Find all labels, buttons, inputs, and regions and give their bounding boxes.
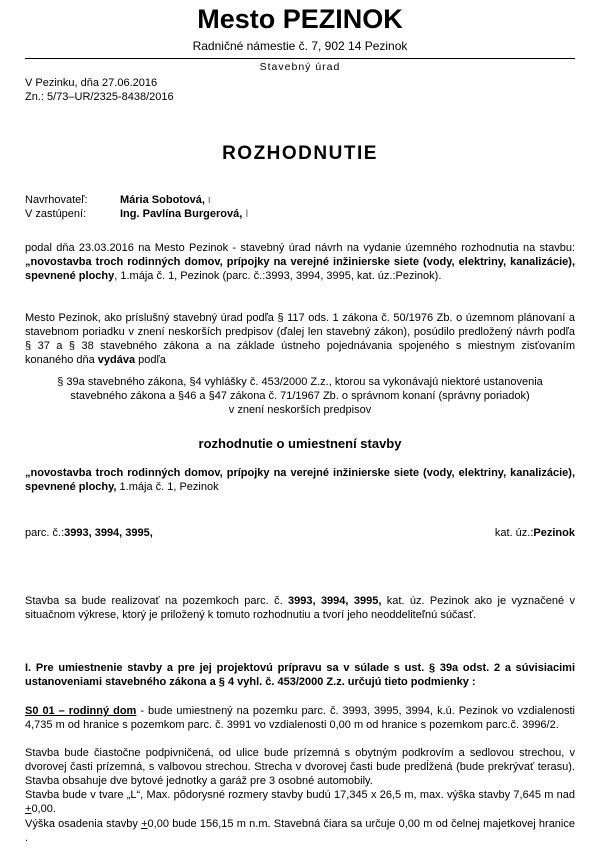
date-line: V Pezinku, dňa 27.06.2016 bbox=[25, 77, 158, 89]
parcels-label: parc. č.: bbox=[25, 527, 65, 539]
dimensions-plus: + bbox=[25, 803, 32, 815]
header-divider bbox=[25, 58, 575, 59]
legal-basis-line-1: § 39a stavebného zákona, §4 vyhlášky č. 453/2000 Z.z., ktorou sa vykonávajú niektoré ustanovenia bbox=[57, 376, 543, 388]
authority-text-1: Mesto Pezinok, ako príslušný stavebný úrad podľa § 117 ods. 1 zákona č. 50/1976 Zb. o územnom plánovaní a stavebnom poriadku v znení neskorších predpisov (ďalej len stavebný zákon), posúdilo predložený návrh podľa § 37 a § 38 stavebného zákona a na základe ústneho pojednávania spojeného s miestnym zisťovaním konaného dňa bbox=[25, 312, 575, 366]
so01-text: - bude umiestnený na pozemku parc. č. 3993, 3995, 3994, k.ú. Pezinok vo vzdialenosti 4,735 m od hranice s pozemkom parc. č. 3991 vo vzdialenosti 0,00 m od hranice s pozemkom parc.č. 3996/2. bbox=[25, 705, 575, 731]
building-dimensions bbox=[25, 788, 575, 816]
representative-name: Ing. Pavlína Burgerová, bbox=[120, 208, 243, 220]
dimensions-end: 0,00. bbox=[31, 803, 56, 815]
cadastral-label: kat. úz.: bbox=[494, 527, 534, 539]
document-title: ROZHODNUTIE bbox=[222, 143, 378, 164]
representative-suffix: I bbox=[245, 208, 249, 220]
applicant-value bbox=[120, 193, 420, 207]
dimensions-text: Stavba bude v tvare „L“, Max. pôdorysné rozmery stavby budú 17,345 x 26,5 m, max. výška stavby 7,645 m nad bbox=[25, 789, 575, 801]
applicant-label: Navrhovateľ: bbox=[25, 194, 88, 206]
realization-paragraph bbox=[25, 594, 575, 622]
elevation-plus: + bbox=[141, 818, 148, 830]
project-paragraph bbox=[25, 466, 575, 494]
parcels-value: 3993, 3994, 3995, bbox=[64, 527, 153, 539]
authority-issues: vydáva bbox=[97, 354, 136, 366]
legal-basis-line-2: stavebného zákona a §46 a §47 zákona č. 71/1967 Zb. o správnom konaní (správny poriadok) bbox=[70, 390, 530, 402]
city-title: Mesto PEZINOK bbox=[197, 4, 403, 34]
intro-text-2: , 1.mája č. 1, Pezinok (parc. č.:3993, 3994, 3995, kat. úz.:Pezinok). bbox=[114, 270, 442, 282]
reference-number: Zn.: 5/73–UR/2325-8438/2016 bbox=[25, 91, 174, 103]
elevation-text-1: Výška osadenia stavby bbox=[25, 818, 142, 830]
parcels-line bbox=[25, 526, 575, 540]
project-name: „novostavba troch rodinných domov, prípojky na verejné inžinierske siete (vody, elektriny, kanalizácie), spevnené plochy, bbox=[25, 467, 575, 493]
realization-parcels: 3993, 3994, 3995, bbox=[288, 595, 382, 607]
city-address: Radničné námestie č. 7, 902 14 Pezinok bbox=[192, 39, 408, 53]
project-address: 1.mája č. 1, Pezinok bbox=[116, 481, 219, 493]
realization-text-2: kat. úz. Pezinok ako je vyznačené v situačnom výkrese, ktorý je priložený k tomuto rozhodnutiu a tvorí jeho neoddeliteľnú súčasť. bbox=[25, 595, 575, 621]
building-description: Stavba bude čiastočne podpivničená, od ulice bude prízemná s obytným podkrovím a sedlovou strechou, v dvorovej časti prízemná, s valbovou strechou. Strecha v dvorovej časti bude predĺžená (bude prekrývať terasu). Stavba obsahuje dve bytové jednotky a garáž pre 3 osobné automobily. bbox=[25, 747, 575, 787]
intro-text-1: podal dňa 23.03.2016 na Mesto Pezinok - stavebný úrad návrh na vydanie územného rozhodnutia na stavbu: bbox=[25, 242, 575, 254]
so01-label: S0 01 – rodinný dom bbox=[25, 705, 137, 717]
building-elevation bbox=[25, 817, 575, 845]
elevation-text-2: 0,00 bude 156,15 m n.m. Stavebná čiara sa určuje 0,00 m od čelnej majetkovej hranice . bbox=[25, 818, 575, 844]
representative-label: V zastúpení: bbox=[25, 208, 87, 220]
so01-paragraph bbox=[25, 704, 575, 732]
intro-paragraph bbox=[25, 241, 575, 283]
office-name: Stavebný úrad bbox=[259, 61, 341, 73]
cadastral-value: Pezinok bbox=[533, 527, 575, 539]
legal-basis-line-3: v znení neskorších predpisov bbox=[228, 404, 372, 416]
realization-text-1: Stavba sa bude realizovať na pozemkoch parc. č. bbox=[25, 595, 289, 607]
applicant-name: Mária Sobotová, bbox=[120, 194, 205, 206]
applicant-suffix: ι bbox=[208, 194, 211, 206]
cadastral-area bbox=[495, 526, 575, 540]
authority-paragraph bbox=[25, 311, 575, 367]
authority-text-2: podľa bbox=[135, 354, 166, 366]
representative-value bbox=[120, 207, 420, 221]
intro-project-name: „novostavba troch rodinných domov, prípojky na verejné inžinierske siete (vody, elektriny, kanalizácie), spevnené plochy bbox=[25, 256, 575, 282]
conditions-heading: I. Pre umiestnenie stavby a pre jej projektovú prípravu sa v súlade s ust. § 39a odst. 2 a súvisiacimi ustanoveniami stavebného zákona a § 4 vyhl. č. 453/2000 Z.z. určujú tieto podmienky : bbox=[25, 662, 575, 688]
decision-title: rozhodnutie o umiestnení stavby bbox=[198, 436, 402, 451]
